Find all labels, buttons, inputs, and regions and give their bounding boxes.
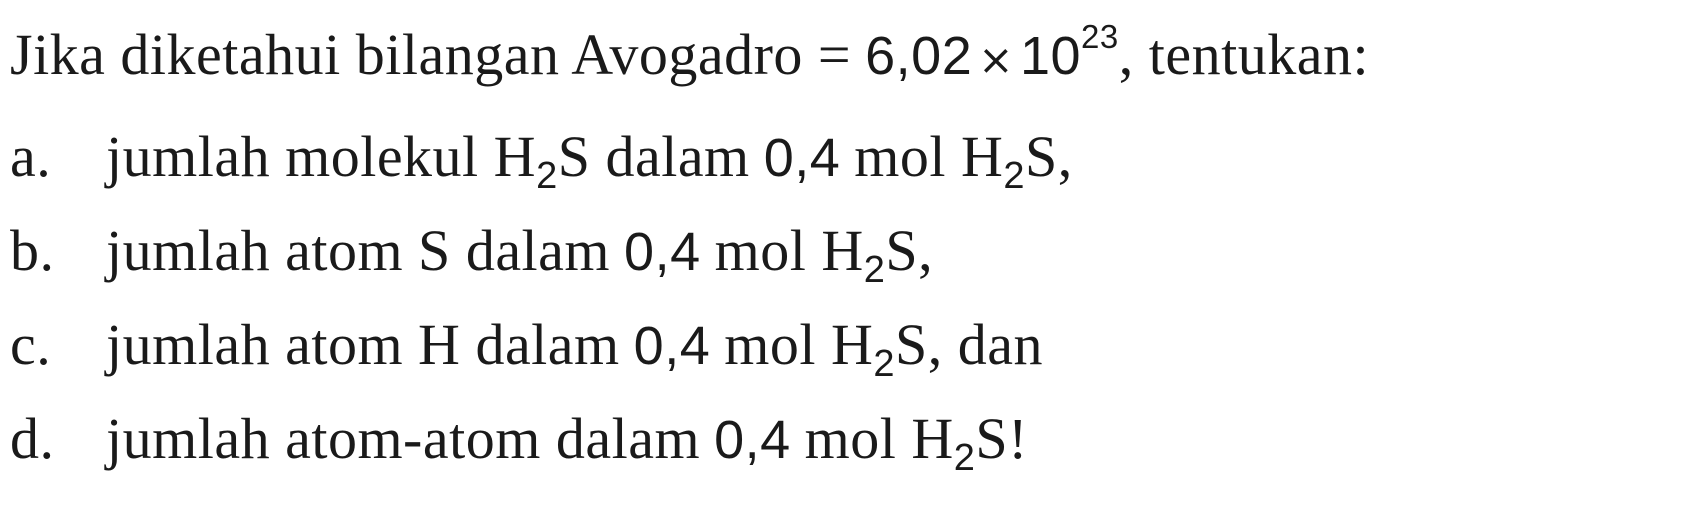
item-marker: d. xyxy=(10,406,55,471)
item-tail: S, xyxy=(1025,124,1073,189)
intro-text: Jika diketahui bilangan Avogadro = xyxy=(10,22,852,87)
item-text: jumlah atom S dalam xyxy=(106,218,611,283)
item-unit: mol H xyxy=(804,406,954,471)
item-tail: S, dan xyxy=(895,312,1044,377)
list-item-d xyxy=(10,406,1028,479)
mol-amount: 0,4 xyxy=(633,316,711,376)
avogadro-exponent: 23 xyxy=(1081,18,1119,55)
intro-tail: , tentukan: xyxy=(1118,22,1370,87)
item-marker: c. xyxy=(10,312,52,377)
item-unit: mol H xyxy=(714,218,864,283)
intro-line xyxy=(10,18,1370,87)
mol-amount: 0,4 xyxy=(714,410,791,470)
mol-amount: 0,4 xyxy=(763,128,841,188)
item-text: jumlah atom-atom dalam xyxy=(106,406,701,471)
subscript: 2 xyxy=(536,155,558,197)
subscript: 2 xyxy=(1003,155,1026,197)
times-sign: × xyxy=(978,35,1014,84)
item-tail: S, xyxy=(885,218,934,283)
item-text: jumlah molekul H xyxy=(106,124,537,189)
avogadro-base: 10 xyxy=(1019,26,1082,86)
subscript: 2 xyxy=(953,437,976,479)
mol-amount: 0,4 xyxy=(624,222,701,282)
list-item-c xyxy=(10,312,1044,385)
subscript: 2 xyxy=(873,343,896,385)
item-marker: b. xyxy=(10,218,55,283)
item-text: jumlah atom H dalam xyxy=(106,312,620,377)
item-text: S dalam xyxy=(557,124,750,189)
list-item-b xyxy=(10,218,934,291)
item-unit: mol H xyxy=(724,312,874,377)
item-marker: a. xyxy=(10,124,52,189)
list-item-a xyxy=(10,124,1073,197)
item-unit: mol H xyxy=(854,124,1004,189)
subscript: 2 xyxy=(863,249,886,291)
item-tail: S! xyxy=(975,406,1028,471)
avogadro-mantissa: 6,02 xyxy=(865,26,973,86)
